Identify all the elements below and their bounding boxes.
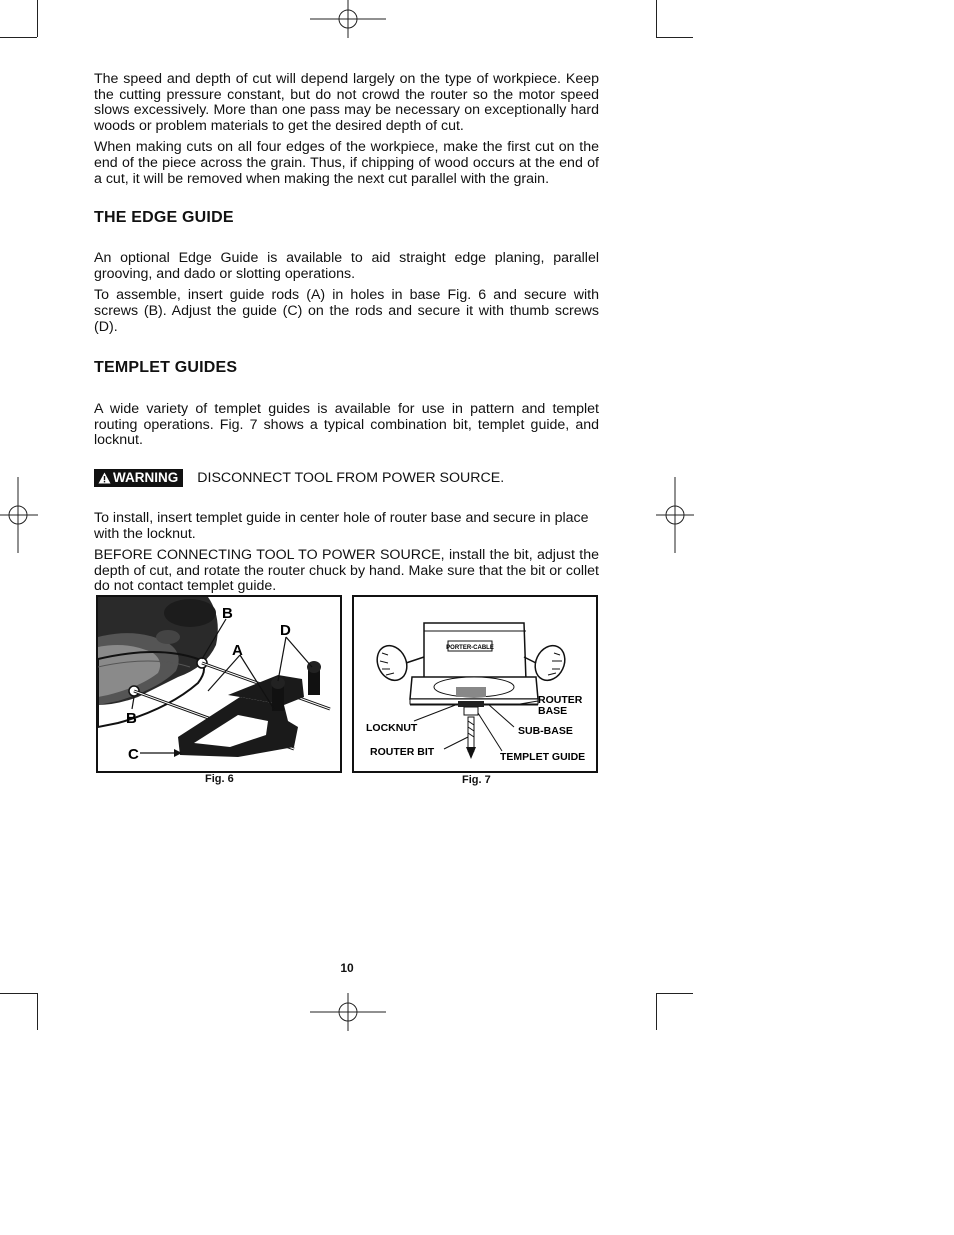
paragraph-edge-guide-intro: An optional Edge Guide is available to aid straight edge planing, parallel grooving, and dado or slotting operations.: [94, 250, 599, 282]
registration-mark-right: [656, 477, 694, 553]
crop-mark: [37, 993, 38, 1030]
figure-6-caption: Fig. 6: [205, 773, 234, 785]
callout-a: A: [232, 642, 243, 659]
label-router-base-line2: BASE: [538, 705, 568, 717]
label-locknut: LOCKNUT: [366, 722, 418, 734]
label-sub-base: SUB-BASE: [518, 725, 573, 737]
edge-guide-illustration: [98, 597, 340, 771]
crop-mark: [0, 37, 37, 38]
crop-mark: [37, 0, 38, 37]
warning-triangle-icon: [98, 472, 111, 484]
label-router-bit: ROUTER BIT: [370, 746, 435, 758]
warning-row: [94, 469, 599, 487]
label-router-base-line1: ROUTER: [538, 694, 583, 706]
brand-logo-text: PORTER-CABLE: [446, 645, 494, 651]
warning-label: WARNING: [113, 470, 179, 486]
registration-mark-left: [0, 477, 38, 553]
paragraph-templet-install: To install, insert templet guide in center hole of router base and secure in place with the locknut.: [94, 509, 589, 542]
label-templet-guide: TEMPLET GUIDE: [500, 751, 586, 763]
registration-mark-top: [310, 0, 386, 38]
crop-mark: [656, 37, 693, 38]
heading-templet-guides: TEMPLET GUIDES: [94, 359, 238, 377]
registration-mark-bottom: [310, 993, 386, 1031]
crop-mark: [0, 993, 37, 994]
figure-6-edge-guide: [96, 595, 342, 773]
warning-text: DISCONNECT TOOL FROM POWER SOURCE.: [197, 469, 505, 486]
crop-mark: [656, 993, 657, 1030]
crop-mark: [656, 993, 693, 994]
callout-c: C: [128, 746, 139, 763]
text-column: [94, 72, 599, 601]
callout-d: D: [280, 622, 291, 639]
paragraph-four-edges: When making cuts on all four edges of the workpiece, make the first cut on the end of the piece across the grain. Thus, if chipping of wood occurs at the end of a cut, it will be removed when making the next cut parallel with the grain.: [94, 139, 599, 187]
heading-edge-guide: THE EDGE GUIDE: [94, 209, 234, 227]
paragraph-speed-depth: The speed and depth of cut will depend largely on the type of workpiece. Keep the cutting pressure constant, but do not crowd the router so the motor speed slows excessively. More than one pass may be necessary on exceptionally hard woods or problem materials to get the desired depth of cut.: [94, 71, 599, 134]
figure-7-templet-guide: [352, 595, 598, 773]
warning-badge: [94, 469, 183, 487]
callout-b-top: B: [222, 605, 233, 622]
callout-b-left: B: [126, 710, 137, 727]
templet-guide-illustration: [354, 597, 596, 771]
paragraph-edge-guide-assemble: To assemble, insert guide rods (A) in holes in base Fig. 6 and secure with screws (B). Adjust the guide (C) on the rods and secure it with thumb screws (D).: [94, 287, 599, 335]
paragraph-templet-intro: A wide variety of templet guides is available for use in pattern and templet routing operations. Fig. 7 shows a typical combination bit, templet guide, and locknut.: [94, 401, 599, 449]
crop-mark: [656, 0, 657, 37]
page-number: 10: [340, 961, 354, 975]
figure-7-caption: Fig. 7: [462, 774, 491, 786]
paragraph-before-connecting: BEFORE CONNECTING TOOL TO POWER SOURCE, install the bit, adjust the depth of cut, and rotate the router chuck by hand. Make sure that the bit or collet do not contact templet guide.: [94, 547, 599, 595]
